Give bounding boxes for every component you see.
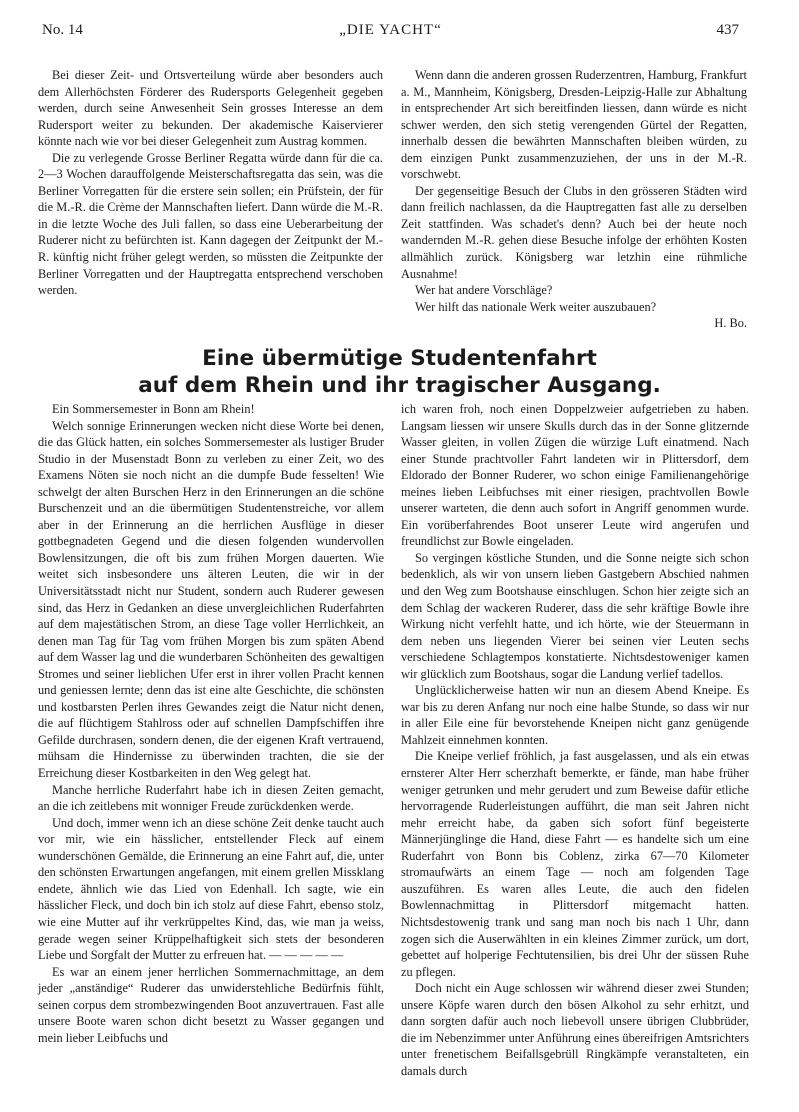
page-header — [42, 22, 739, 46]
title-line: auf dem Rhein und ihr tragischer Ausgang. — [138, 373, 661, 398]
page-number: 437 — [716, 22, 739, 38]
paragraph: Die zu verlegende Grosse Berliner Regatta würde dann für die ca. 2—3 Wochen darauffolgende Meisterschaftsregatta das sein, was die Berliner Vorregatten für die erstere sein sollen; ein Prüfstein, der für die M.-R. die Crème der Mannschaften liefert. Dann würde die M.-R. in die letzte Woche des Juli fallen, so dass eine Ueberarbeitung der Ruderer nicht zu befürchten ist. Kann dagegen der Zeitpunkt der M.-R. künftig nicht früher gelegt werden, so müssten die Zeitpunkte der Berliner Vorregatten und der Hauptregatta entsprechend verschoben werden. — [38, 150, 383, 298]
paragraph: ich waren froh, noch einen Doppelzweier aufgetrieben zu haben. Langsam liessen wir unsere Skulls durch das in der Sonne glitzernde Wasser gleiten, in vollen Zügen die würzige Luft einatmend. Nach einer Stunde prachtvoller Fahrt landeten wir in Plittersdorf, dem Eldorado der Bonner Ruderer, wo schon einige Familienangehörige meines lieben Leibfuchses mit einer riesigen, prachtvollen Bowle unserer warteten, die denn auch sofort in Angriff genommen wurde. Ein vorüberfahrendes Boot unserer Leute wird angerufen und freundlichst zur Bowle eingeladen. — [401, 402, 749, 549]
previous-article-left-column — [38, 67, 383, 299]
paragraph: Wer hat andere Vorschläge? — [415, 283, 553, 298]
paragraph: Ein Sommersemester in Bonn am Rhein! — [52, 402, 255, 416]
article-left-column — [38, 401, 384, 1046]
article-right-column — [401, 401, 749, 1079]
paragraph: Manche herrliche Ruderfahrt habe ich in diesen Zeiten gemacht, an die ich zeitlebens mit wonniger Freude zurückdenken werde. — [38, 782, 384, 814]
paragraph: Und doch, immer wenn ich an diese schöne Zeit denke taucht auch vor mir, wie ein hässlicher, entstellender Fleck auf einem wunderschönen Gemälde, die Erinnerung an eine Fahrt auf, die, unter den schönsten Erwartungen angefangen, mit einem grellen Missklang endete, ähnlich wie das Lied von Edenhall. Ich sagte, wie ein hässlicher Fleck, und doch bin ich stolz auf diese Fahrt, ebenso stolz, wie eine Mutter auf ihr verkrüppeltes Kind, das, wie man ja weiss, gerade wegen seiner Krüppelhaftigkeit sich stets der besonderen Liebe und Sorgfalt der Mutter zu erfreuen hat. — — — — — — [38, 815, 384, 963]
paragraph: Unglücklicherweise hatten wir nun an diesem Abend Kneipe. Es war bis zu deren Anfang nur noch eine halbe Stunde, so dass wir nur in aller Eile eine für bevorstehende Kneipen nicht ganz genügende Mahlzeit einnehmen konnten. — [401, 683, 749, 747]
paragraph: Wer hilft das nationale Werk weiter auszubauen? — [415, 299, 657, 314]
issue-number: No. 14 — [42, 22, 83, 38]
paragraph: Es war an einem jener herrlichen Sommernachmittage, an dem jeder „anständige“ Ruderer das unwiderstehliche Bedürfnis fühlt, seinen corpus dem strombezwingenden Boot anzuvertrauen. Fast alle unsere Boote waren schon dicht besetzt zu Wasser gegangen und mein lieber Leibfuchs und — [38, 964, 384, 1045]
paragraph: Der gegenseitige Besuch der Clubs in den grösseren Städten wird dann freilich nachlassen, da die Hauptregatten fast alle zu derselben Zeit stattfinden. Was schadet's denn? Auch bei der heute noch wandernden M.-R. gehen diese Besuche infolge der erhöhten Kosten allmählich zurück. Königsberg war letzhin eine rühmliche Ausnahme! — [401, 183, 747, 281]
paragraph: Bei dieser Zeit- und Ortsverteilung würde aber besonders auch dem Allerhöchsten Förderer des Rudersports Gelegenheit gegeben werden, durch seine Anwesenheit Sein grosses Interesse an dem Rudersport weiter zu bekunden. Der akademische Kaiservierer könnte nach wie vor bei dieser Gelegenheit zum Austrag kommen. — [38, 68, 383, 149]
paragraph: Die Kneipe verlief fröhlich, ja fast ausgelassen, und als ein etwas ernsterer Alter Herr scherzhaft bemerkte, er fände, man habe früher weniger getrunken und mehr gerudert und zum Beweise dafür etliche hervorragende Ruderleistungen aufführt, die man seit Jahren nicht mehr erreicht habe, da gaben sich sofort fünf begeisterte Männerjünglinge die Hand, diese Fahrt — es handelte sich um eine Ruderfahrt von Bonn bis Coblenz, zirka 67—70 Kilometer stromaufwärts an einem Tage — noch am folgenden Tage auszuführen. Es waren alles Leute, die auch den fidelen Bowlennachmittag in Plittersdorf mitgemacht hatten. Nichtsdestowenig trank und sang man noch bis nach 1 Uhr, dann zogen sich die Auserwählten in ein kleines Zimmer zurück, um dort, gebettet auf holperige Fechtutensilien, bis drei Uhr der süssen Ruhe zu pflegen. — [401, 749, 749, 979]
title-line: Eine übermütige Studentenfahrt — [202, 346, 597, 371]
previous-article-right-column — [401, 67, 747, 332]
journal-title: „DIE YACHT“ — [339, 22, 442, 38]
paragraph: Welch sonnige Erinnerungen wecken nicht diese Worte bei denen, die das Glück hatten, ein solches Sommersemester als lustiger Bruder Studio in der Musenstadt Bonn zu verleben zu einer Zeit, wo des Examens Nöten sie noch nicht an die dumpfe Bude fesselten! Wie schwelgt der alten Burschen Herz in den Erinnerungen an die schöne Burschenzeit und an die übermütigen Studentenstreiche, vor allem aber in der Erinnerung an die herrlichen Ausflüge in dieser gottbegnadeten Gegend und die diesen folgenden wundervollen Bowlensitzungen, die oft bis zum frühen Morgen dauerten. Wie weitet sich insbesondere uns älteren Leuten, die wir in der Universitätsstadt nicht nur Student, sondern auch Ruderer gewesen sind, das Herz in Gedanken an diese unvergleichlichen Ruderfahrten auf dem majestätischen Strom, an diese Tage voller Herrlichkeit, an denen man Tag für Tag vom frühen Morgen bis zum späten Abend auf dem Wasser lag und die wunderbaren Schönheiten des gewaltigen Stromes und seiner lieblichen Ufer erst in ihrer vollen Pracht kennen und geniessen lernte; denn das ist eine alte Geschichte, die schönsten und kostbarsten Perlen ihres Gewandes zeigt die Natur nicht denen, die auf flüchtigem Stahlross oder auf schnellen Dampfschiffen ihre Gefilde durchrasen, sondern denen, die der eigenen Kraft vertrauend, mühsam die Hindernisse zu überwinden trachten, die sie der Erreichung dieser Kostbarkeiten in den Weg gelegt hat. — [38, 418, 384, 781]
article-title — [0, 345, 799, 399]
paragraph: Doch nicht ein Auge schlossen wir während dieser zwei Stunden; unsere Köpfe waren durch den bösen Alkohol zu sehr erhitzt, und dann sorgten dafür auch noch liebevoll unsere übrigen Clubbrüder, die im Nebenzimmer unter Anführung eines übereifrigen Amtsrichters unter frenetischem Beifallsgebrüll Ringkämpfe veranstalteten, ein damals durch — [401, 981, 749, 1078]
paragraph: Wenn dann die anderen grossen Ruderzentren, Hamburg, Frankfurt a. M., Mannheim, Königsberg, Dresden-Leipzig-Halle zur Abhaltung in entsprechender Art sich bereitfinden liessen, dann würde es nicht schwer werden, den sich stetig verengenden Gürtel der Regatten, innerhalb dessen die bewährten Mannschaften bleiben würden, zu dem einzigen Punkt zusammenzuziehen, der uns in der M.-R. vorschwebt. — [401, 68, 747, 182]
paragraph: So vergingen köstliche Stunden, und die Sonne neigte sich schon bedenklich, als wir von unsern lieben Gastgebern Abschied nahmen und den Weg zum Bootshause einschlugen. Schon hier zeigte sich an dem Schlag der wackeren Ruderer, dass die sehr kräftige Bowle ihre Wirkung nicht verfehlt hatte, und ich hörte, wie der Steuermann in dem neben uns liegenden Vierer bei seinen vier Leuten sechs verschiedene Schlagtempos konstatierte. Nichtsdestoweniger kamen wir glücklich zum Bootshaus, sogar die Landung verlief tadellos. — [401, 550, 749, 681]
author-signature: H. Bo. — [714, 316, 747, 331]
